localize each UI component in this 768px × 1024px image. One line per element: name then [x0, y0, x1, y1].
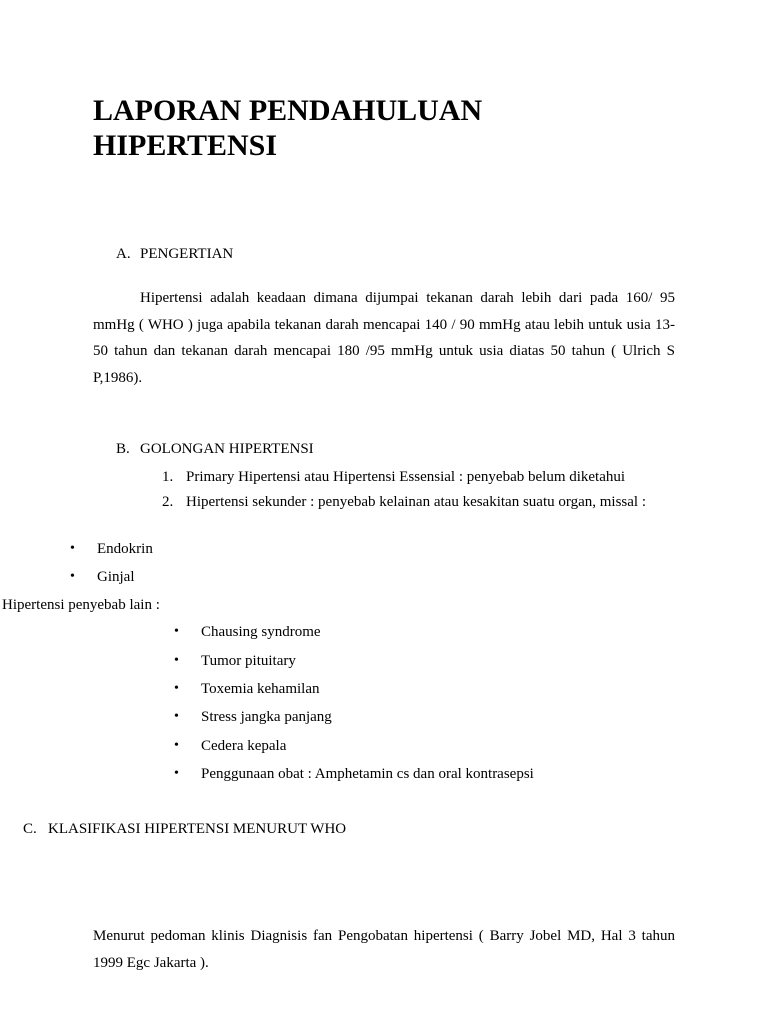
section-c-paragraph: Menurut pedoman klinis Diagnisis fan Pengobatan hipertensi ( Barry Jobel MD, Hal 3 tahun 1999 Egc Jakarta ). — [93, 928, 675, 971]
section-c-heading: KLASIFIKASI HIPERTENSI MENURUT WHO — [48, 821, 347, 837]
other-cause-item: Chausing syndrome — [201, 624, 321, 640]
other-cause-item: Tumor pituitary — [201, 653, 296, 669]
section-a-paragraph — [93, 285, 675, 391]
bullet-icon: • — [174, 738, 179, 753]
other-cause-item: Cedera kepala — [201, 738, 287, 754]
organ-item-ginjal: Ginjal — [97, 569, 135, 585]
bullet-icon: • — [174, 653, 179, 668]
other-cause-item: Toxemia kehamilan — [201, 681, 320, 697]
document-title — [93, 93, 693, 163]
other-causes-label: Hipertensi penyebab lain : — [2, 597, 160, 613]
title-line-1: LAPORAN PENDAHULUAN — [93, 94, 483, 127]
numbered-item-2-text: Hipertensi sekunder : penyebab kelainan atau kesakitan suatu organ, missal : — [186, 494, 647, 510]
section-a-heading: PENGERTIAN — [140, 246, 234, 262]
organ-item-endokrin: Endokrin — [97, 541, 153, 557]
section-a-paragraph-text: Hipertensi adalah keadaan dimana dijumpai tekanan darah lebih dari pada 160/ 95 mmHg ( WHO ) juga apabila tekanan darah mencapai 140 / 90 mmHg atau lebih untuk usia 13-50 tahun dan tekanan darah mencapai 180 /95 mmHg untuk usia diatas 50 tahun ( Ulrich S P,1986). — [93, 290, 675, 386]
bullet-icon: • — [174, 709, 179, 724]
section-a-marker: A. — [116, 246, 131, 262]
bullet-icon: • — [174, 624, 179, 639]
section-b-marker: B. — [116, 441, 130, 457]
section-c-marker: C. — [23, 821, 37, 837]
numbered-item-1-text: Primary Hipertensi atau Hipertensi Essensial : penyebab belum diketahui — [186, 469, 626, 485]
bullet-icon: • — [70, 541, 75, 556]
numbered-item-1-number: 1. — [162, 469, 174, 485]
bullet-icon: • — [174, 766, 179, 781]
bullet-icon: • — [70, 569, 75, 584]
numbered-item-2-number: 2. — [162, 494, 174, 510]
title-line-2: HIPERTENSI — [93, 129, 277, 162]
other-cause-item: Penggunaan obat : Amphetamin cs dan oral kontrasepsi — [201, 766, 534, 782]
other-cause-item: Stress jangka panjang — [201, 709, 332, 725]
bullet-icon: • — [174, 681, 179, 696]
section-b-heading: GOLONGAN HIPERTENSI — [140, 441, 314, 457]
